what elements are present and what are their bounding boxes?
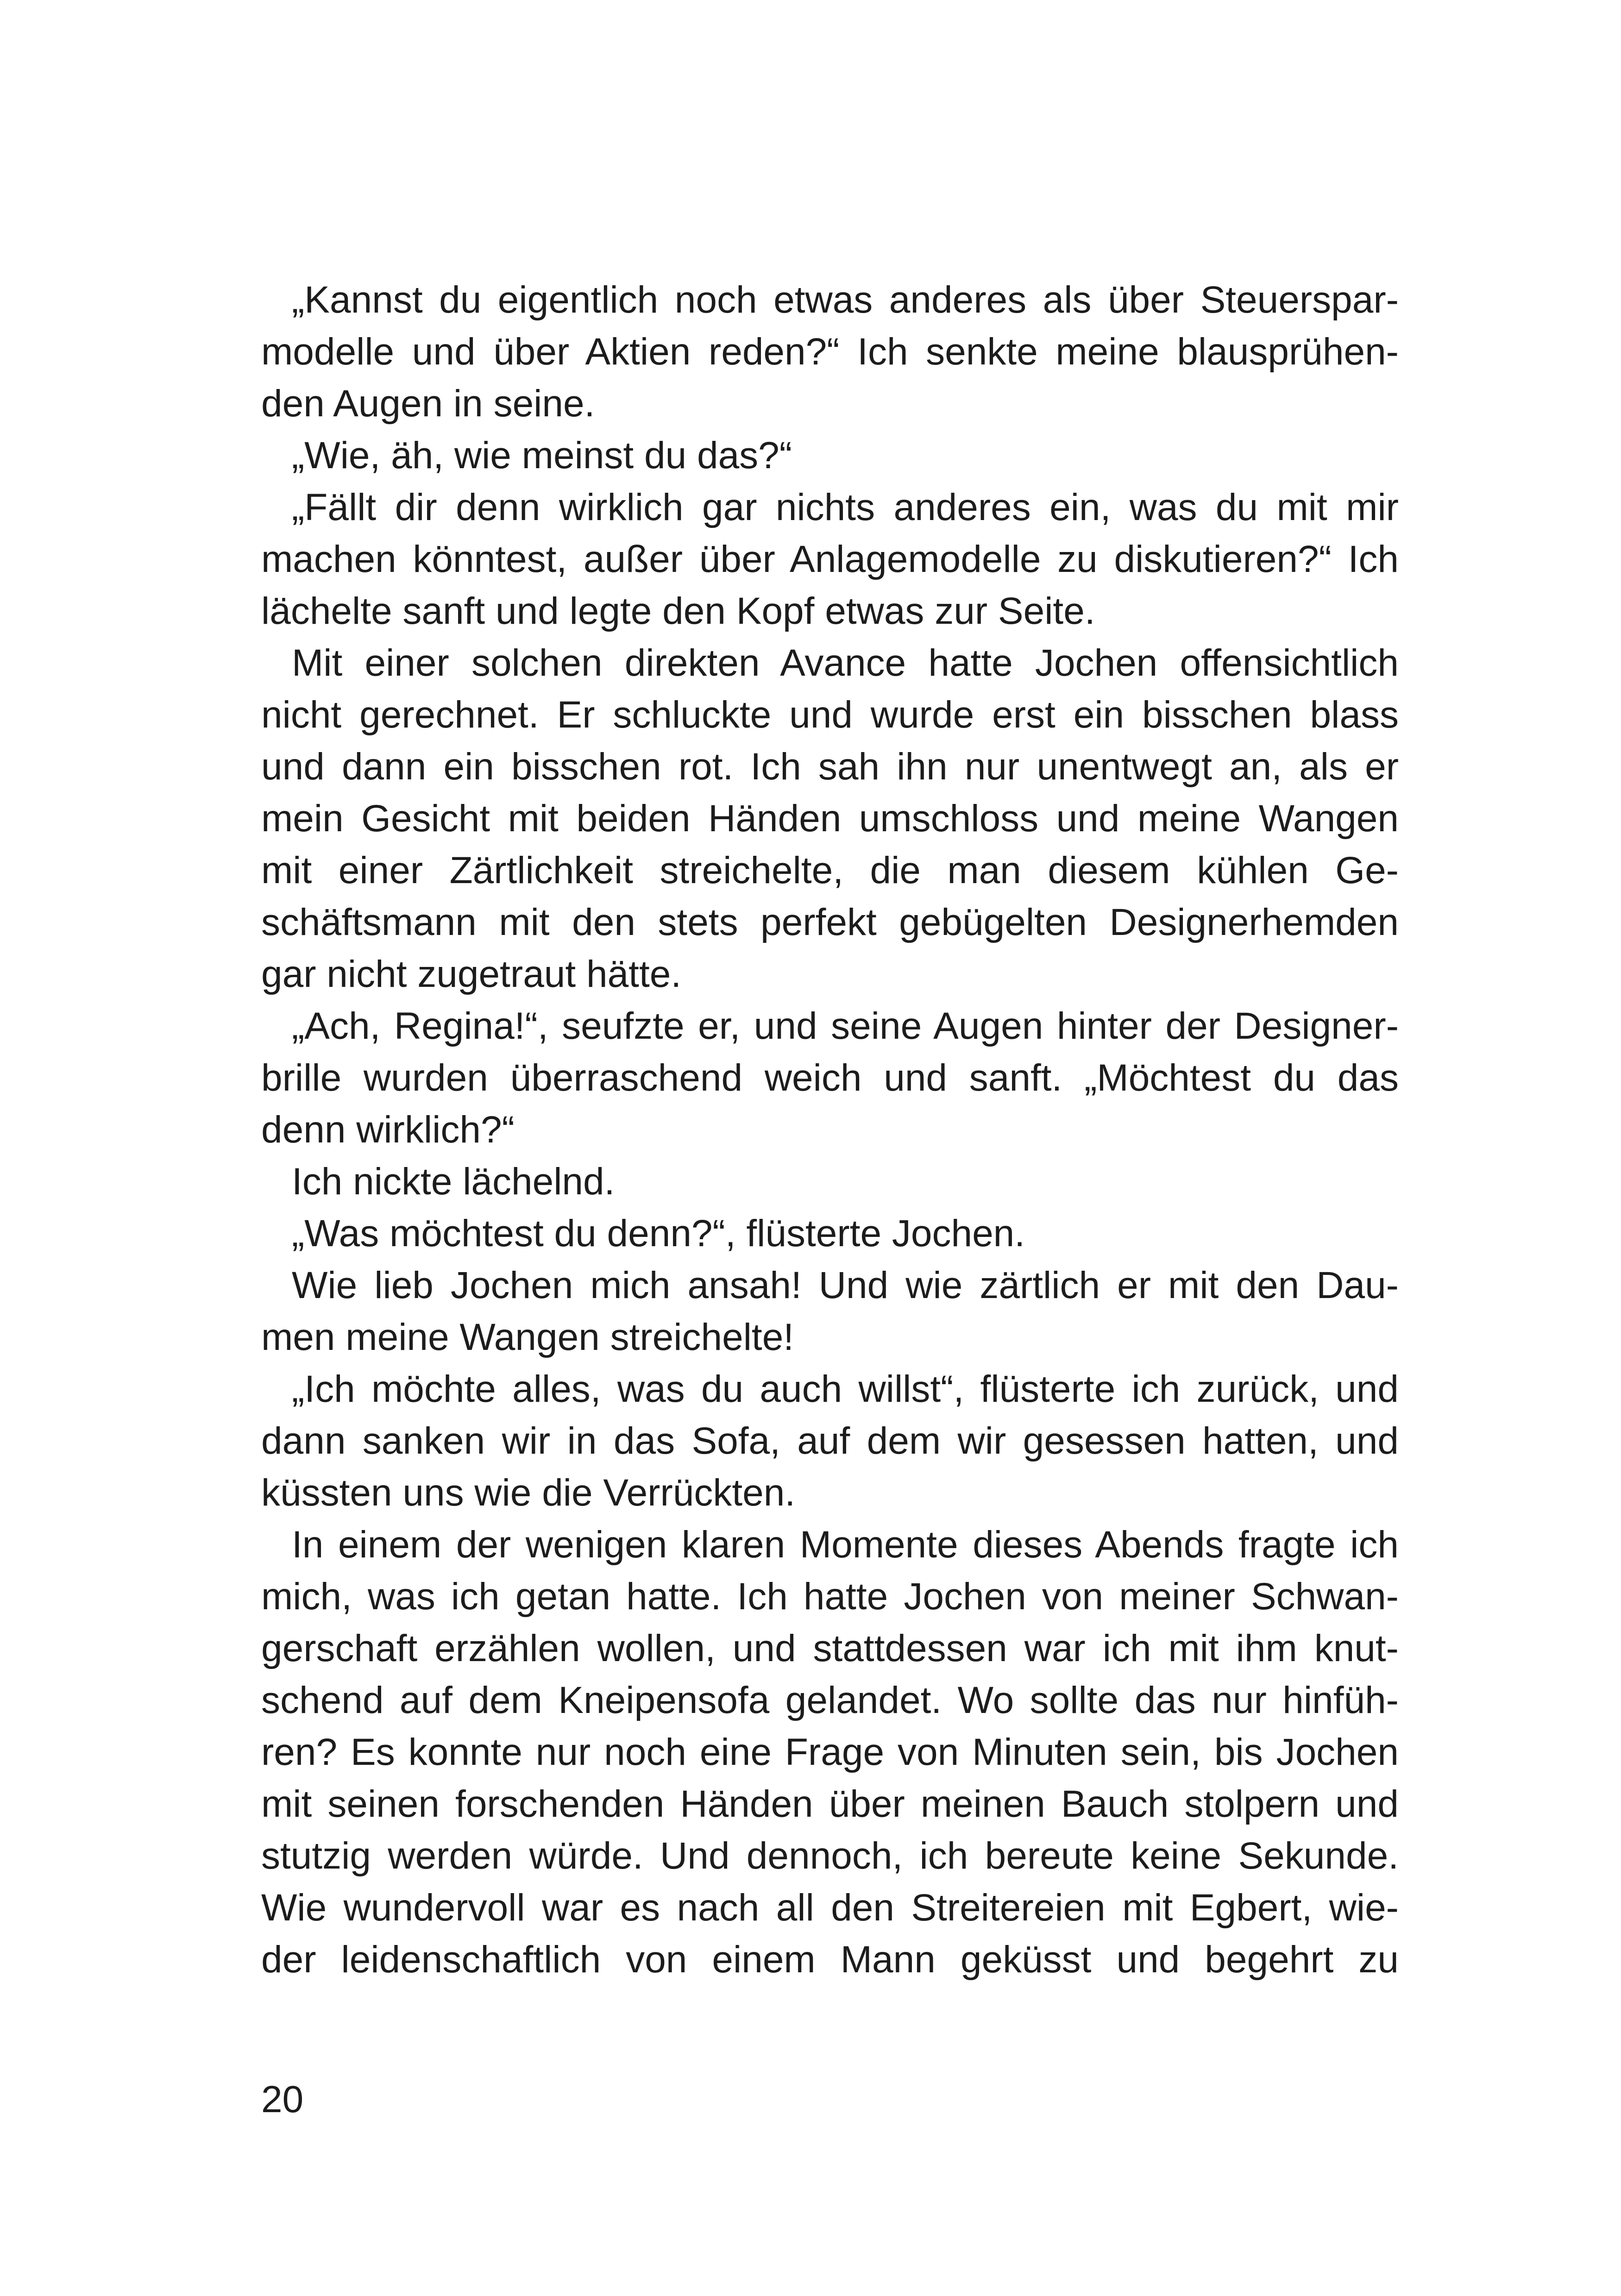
paragraph [261,1156,1399,1208]
text-line: „Wie, äh, wie meinst du das?“ [292,434,792,477]
text-line: „Kannst du eigentlich noch etwas anderes als über Steuerspar- [292,279,1399,321]
text-line: den Augen in seine. [261,383,595,425]
paragraph [261,1000,1399,1156]
text-line: men meine Wangen streichelte! [261,1316,794,1358]
text-line: denn wirklich?“ [261,1109,515,1151]
paragraph [261,637,1399,1000]
text-line: machen könntest, außer über Anlagemodelle zu diskutieren?“ Ich [261,538,1399,580]
text-line: ren? Es konnte nur noch eine Frage von Minuten sein, bis Jochen [261,1731,1399,1773]
paragraph [261,482,1399,637]
text-line: küssten uns wie die Verrückten. [261,1472,796,1514]
paragraph [261,430,1399,482]
text-line: Wie wundervoll war es nach all den Streitereien mit Egbert, wie- [261,1887,1399,1929]
paragraph [261,1260,1399,1363]
paragraph [261,274,1399,430]
paragraph [261,1208,1399,1260]
text-line: schend auf dem Kneipensofa gelandet. Wo sollte das nur hinfüh- [261,1679,1399,1721]
text-line: und dann ein bisschen rot. Ich sah ihn nur unentwegt an, als er [261,746,1399,788]
text-line: Wie lieb Jochen mich ansah! Und wie zärtlich er mit den Dau- [292,1264,1399,1306]
page-number: 20 [261,2078,304,2120]
text-line: Mit einer solchen direkten Avance hatte Jochen offensichtlich [292,642,1399,684]
text-line: Ich nickte lächelnd. [292,1161,615,1203]
text-line: der leidenschaftlich von einem Mann geküsst und begehrt zu [261,1938,1399,1981]
text-line: gar nicht zugetraut hätte. [261,953,682,995]
text-line: „Ich möchte alles, was du auch willst“, flüsterte ich zurück, und [292,1368,1399,1410]
text-line: „Was möchtest du denn?“, flüsterte Jochen. [292,1212,1025,1255]
text-line: mit seinen forschenden Händen über meinen Bauch stolpern und [261,1783,1399,1825]
text-line: lächelte sanft und legte den Kopf etwas zur Seite. [261,590,1095,632]
body-text [261,274,1399,1986]
paragraph [261,1363,1399,1519]
text-line: „Fällt dir denn wirklich gar nichts anderes ein, was du mit mir [292,486,1399,528]
text-line: nicht gerechnet. Er schluckte und wurde erst ein bisschen blass [261,694,1399,736]
text-line: mich, was ich getan hatte. Ich hatte Jochen von meiner Schwan- [261,1575,1399,1618]
text-line: „Ach, Regina!“, seufzte er, und seine Augen hinter der Designer- [292,1005,1399,1047]
text-line: In einem der wenigen klaren Momente dieses Abends fragte ich [292,1524,1399,1566]
text-line: gerschaft erzählen wollen, und stattdessen war ich mit ihm knut- [261,1627,1399,1669]
text-line: stutzig werden würde. Und dennoch, ich bereute keine Sekunde. [261,1835,1399,1877]
text-line: mein Gesicht mit beiden Händen umschloss und meine Wangen [261,797,1399,840]
paragraph [261,1519,1399,1986]
text-line: brille wurden überraschend weich und sanft. „Möchtest du das [261,1057,1399,1099]
text-line: dann sanken wir in das Sofa, auf dem wir gesessen hatten, und [261,1420,1399,1462]
text-line: schäftsmann mit den stets perfekt gebügelten Designerhemden [261,901,1399,943]
text-line: mit einer Zärtlichkeit streichelte, die man diesem kühlen Ge- [261,849,1399,891]
text-line: modelle und über Aktien reden?“ Ich senkte meine blausprühen- [261,331,1399,373]
